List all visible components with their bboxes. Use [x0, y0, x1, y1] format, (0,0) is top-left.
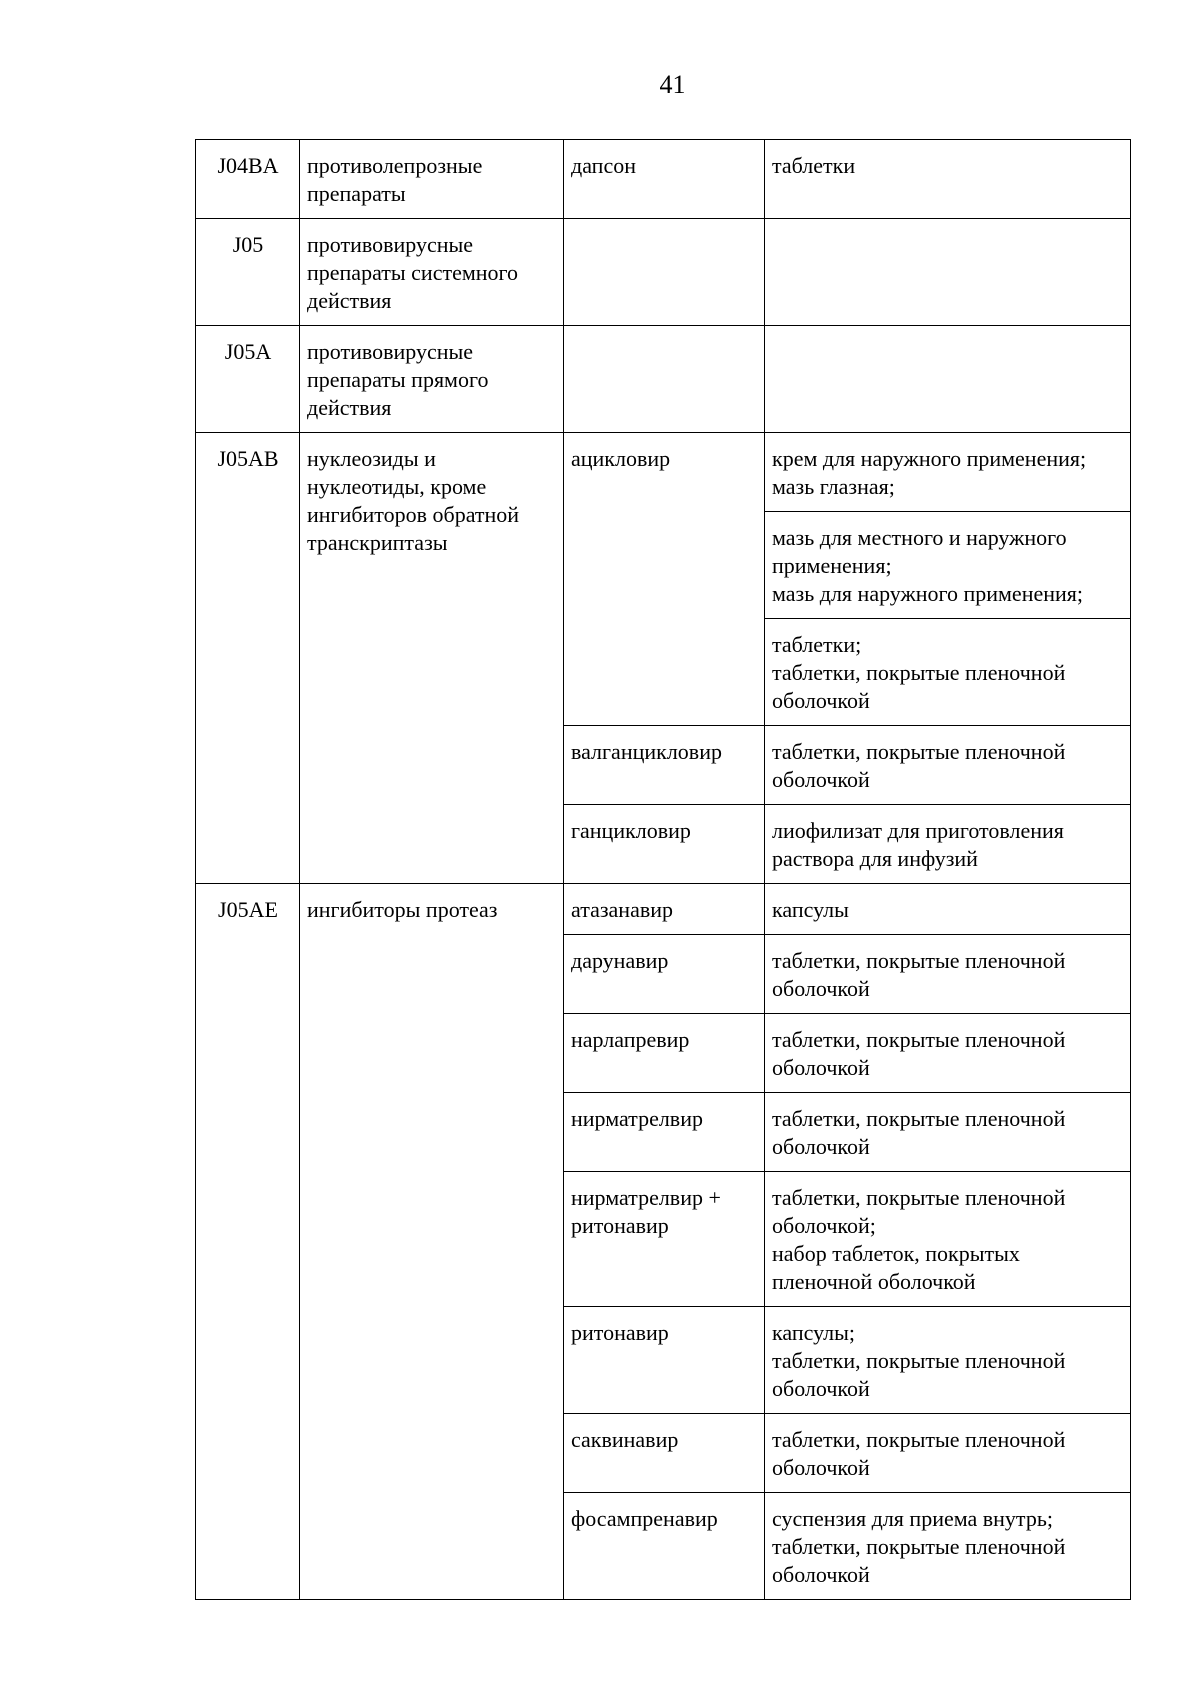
group-name-cell: [300, 433, 564, 884]
text-line: нарлапревир: [571, 1027, 690, 1052]
text-line: ацикловир: [571, 446, 671, 471]
text-line: ингибиторов обратной: [307, 502, 520, 527]
drug-name-cell: [564, 1493, 765, 1600]
drug-name-cell: [564, 433, 765, 726]
dosage-form-cell: [765, 512, 1131, 619]
text-line: таблетки;: [772, 632, 862, 657]
text-line: оболочкой: [772, 1455, 870, 1480]
drug-name-cell: [564, 1172, 765, 1307]
dosage-form-cell: [765, 1014, 1131, 1093]
dosage-form-cell: [765, 219, 1131, 326]
text-line: атазанавир: [571, 897, 673, 922]
drug-name-cell: [564, 805, 765, 884]
text-line: препараты прямого: [307, 367, 489, 392]
atc-code-cell: J05AE: [196, 884, 300, 1600]
drug-name-cell: [564, 140, 765, 219]
table-row: [196, 433, 1131, 512]
dosage-form-cell: [765, 433, 1131, 512]
text-line: таблетки, покрытые пленочной: [772, 1348, 1066, 1373]
drug-name-cell: [564, 1307, 765, 1414]
text-line: саквинавир: [571, 1427, 679, 1452]
text-line: таблетки, покрытые пленочной: [772, 1185, 1066, 1210]
dosage-form-cell: [765, 1414, 1131, 1493]
text-line: таблетки, покрытые пленочной: [772, 660, 1066, 685]
atc-code-cell: J05: [196, 219, 300, 326]
dosage-form-cell: [765, 1172, 1131, 1307]
dosage-form-cell: [765, 1093, 1131, 1172]
text-line: пленочной оболочкой: [772, 1269, 976, 1294]
text-line: применения;: [772, 553, 892, 578]
text-line: противовирусные: [307, 339, 474, 364]
text-line: действия: [307, 395, 392, 420]
dosage-form-cell: [765, 935, 1131, 1014]
atc-code-cell: J05A: [196, 326, 300, 433]
text-line: мазь для наружного применения;: [772, 581, 1084, 606]
text-line: оболочкой: [772, 767, 870, 792]
text-line: нирматрелвир: [571, 1106, 703, 1131]
text-line: лиофилизат для приготовления: [772, 818, 1064, 843]
text-line: таблетки, покрытые пленочной: [772, 1427, 1066, 1452]
dosage-form-cell: [765, 140, 1131, 219]
text-line: противолепрозные: [307, 153, 483, 178]
dosage-form-cell: [765, 884, 1131, 935]
group-name-cell: [300, 326, 564, 433]
table-row: [196, 140, 1131, 219]
text-line: крем для наружного применения;: [772, 446, 1087, 471]
drug-name-cell: [564, 935, 765, 1014]
dosage-form-cell: [765, 805, 1131, 884]
text-line: оболочкой;: [772, 1213, 876, 1238]
group-name-cell: [300, 140, 564, 219]
table-row: [196, 326, 1131, 433]
text-line: таблетки, покрытые пленочной: [772, 739, 1066, 764]
dosage-form-cell: [765, 1307, 1131, 1414]
text-line: раствора для инфузий: [772, 846, 978, 871]
text-line: таблетки, покрытые пленочной: [772, 1106, 1066, 1131]
drug-name-cell: [564, 1014, 765, 1093]
text-line: оболочкой: [772, 1055, 870, 1080]
text-line: таблетки: [772, 153, 856, 178]
drug-name-cell: [564, 1093, 765, 1172]
text-line: нуклеотиды, кроме: [307, 474, 487, 499]
table-row: [196, 219, 1131, 326]
text-line: фосампренавир: [571, 1506, 718, 1531]
drug-name-cell: [564, 219, 765, 326]
text-line: оболочкой: [772, 1376, 870, 1401]
text-line: нирматрелвир +: [571, 1185, 721, 1210]
atc-code-cell: J04BA: [196, 140, 300, 219]
text-line: капсулы;: [772, 1320, 855, 1345]
dosage-form-cell: [765, 619, 1131, 726]
table-body: [196, 140, 1131, 1600]
text-line: дарунавир: [571, 948, 669, 973]
text-line: оболочкой: [772, 688, 870, 713]
text-line: ингибиторы протеаз: [307, 897, 498, 922]
text-line: таблетки, покрытые пленочной: [772, 1534, 1066, 1559]
text-line: таблетки, покрытые пленочной: [772, 948, 1066, 973]
text-line: мазь для местного и наружного: [772, 525, 1067, 550]
dosage-form-cell: [765, 326, 1131, 433]
drug-table: [195, 139, 1131, 1600]
text-line: суспензия для приема внутрь;: [772, 1506, 1053, 1531]
text-line: оболочкой: [772, 976, 870, 1001]
text-line: действия: [307, 288, 392, 313]
atc-code-cell: J05AB: [196, 433, 300, 884]
text-line: набор таблеток, покрытых: [772, 1241, 1020, 1266]
table-row: [196, 884, 1131, 935]
text-line: транскриптазы: [307, 530, 448, 555]
group-name-cell: [300, 884, 564, 1600]
page-number: 41: [659, 70, 686, 99]
drug-name-cell: [564, 326, 765, 433]
dosage-form-cell: [765, 726, 1131, 805]
dosage-form-cell: [765, 1493, 1131, 1600]
text-line: препараты системного: [307, 260, 519, 285]
group-name-cell: [300, 219, 564, 326]
text-line: капсулы: [772, 897, 849, 922]
text-line: валганцикловир: [571, 739, 722, 764]
text-line: ганцикловир: [571, 818, 691, 843]
drug-name-cell: [564, 884, 765, 935]
drug-name-cell: [564, 1414, 765, 1493]
text-line: противовирусные: [307, 232, 474, 257]
text-line: оболочкой: [772, 1134, 870, 1159]
text-line: ритонавир: [571, 1320, 669, 1345]
text-line: дапсон: [571, 153, 636, 178]
text-line: нуклеозиды и: [307, 446, 436, 471]
text-line: мазь глазная;: [772, 474, 895, 499]
text-line: таблетки, покрытые пленочной: [772, 1027, 1066, 1052]
text-line: препараты: [307, 181, 406, 206]
text-line: оболочкой: [772, 1562, 870, 1587]
text-line: ритонавир: [571, 1213, 669, 1238]
drug-name-cell: [564, 726, 765, 805]
